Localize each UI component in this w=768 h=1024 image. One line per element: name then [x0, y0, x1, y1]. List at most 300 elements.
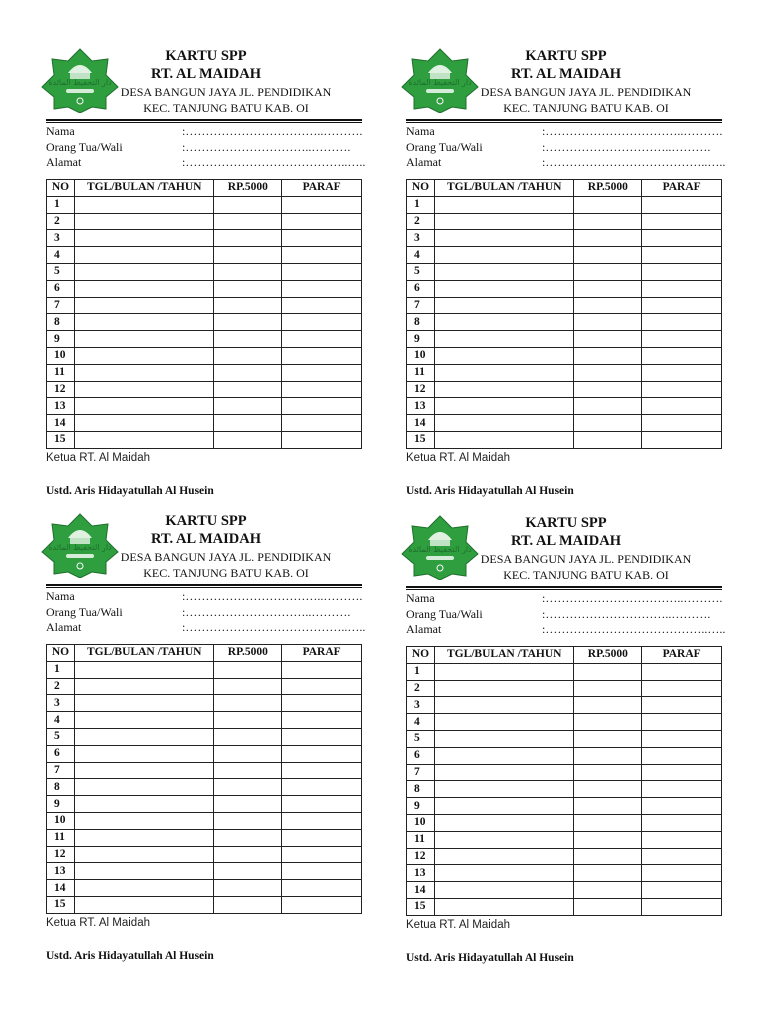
header-rule [46, 584, 362, 586]
row-number: 6 [47, 745, 75, 762]
field-label: Orang Tua/Wali [46, 139, 123, 154]
amount-cell [574, 798, 642, 815]
amount-cell [574, 814, 642, 831]
row-number: 7 [47, 762, 75, 779]
table-row [407, 230, 722, 247]
field-orang-tua [46, 140, 366, 156]
date-cell [74, 846, 214, 863]
table-row [407, 898, 722, 915]
payment-table [406, 646, 722, 916]
table-row [47, 280, 362, 297]
identity-fields [46, 124, 366, 171]
amount-cell [574, 280, 642, 297]
amount-cell [214, 762, 282, 779]
row-number: 15 [47, 896, 75, 913]
col-no: NO [407, 180, 435, 197]
identity-fields [406, 591, 726, 638]
row-number: 3 [47, 230, 75, 247]
table-row [407, 431, 722, 448]
date-cell [434, 814, 574, 831]
amount-cell [214, 213, 282, 230]
paraf-cell [282, 213, 362, 230]
paraf-cell [642, 314, 722, 331]
row-number: 4 [407, 714, 435, 731]
amount-cell [214, 398, 282, 415]
table-row [407, 680, 722, 697]
date-cell [74, 331, 214, 348]
date-cell [74, 745, 214, 762]
row-number: 13 [407, 398, 435, 415]
date-cell [434, 848, 574, 865]
date-cell [434, 714, 574, 731]
row-number: 5 [407, 730, 435, 747]
row-number: 12 [407, 381, 435, 398]
date-cell [74, 779, 214, 796]
paraf-cell [642, 431, 722, 448]
address-line-1: DESA BANGUN JAYA JL. PENDIDIKAN [480, 85, 692, 99]
table-row [47, 863, 362, 880]
amount-cell [574, 663, 642, 680]
col-paraf: PARAF [642, 180, 722, 197]
chair-label: Ketua RT. Al Maidah [46, 917, 150, 929]
table-row [47, 314, 362, 331]
card-subtitle: RT. AL MAIDAH [151, 66, 261, 82]
table-row [47, 431, 362, 448]
date-cell [434, 431, 574, 448]
col-amount: RP.5000 [574, 180, 642, 197]
paraf-cell [282, 728, 362, 745]
date-cell [434, 798, 574, 815]
header-rule-thin [406, 589, 722, 590]
paraf-cell [282, 661, 362, 678]
paraf-cell [282, 347, 362, 364]
amount-cell [214, 196, 282, 213]
field-blank: :……………………………..………. [542, 591, 723, 605]
field-label: Nama [46, 589, 75, 603]
date-cell [74, 381, 214, 398]
date-cell [74, 398, 214, 415]
row-number: 10 [407, 814, 435, 831]
paraf-cell [282, 812, 362, 829]
field-label: Alamat [406, 155, 442, 169]
field-blank: :…………………………………..….. [542, 155, 726, 169]
amount-cell [214, 314, 282, 331]
col-amount: RP.5000 [214, 180, 282, 197]
amount-cell [574, 247, 642, 264]
spp-card-2 [406, 47, 726, 517]
paraf-cell [642, 297, 722, 314]
spp-card-4 [406, 514, 726, 984]
paraf-cell [642, 848, 722, 865]
col-no: NO [47, 180, 75, 197]
card-title: KARTU SPP [525, 48, 607, 64]
row-number: 5 [407, 263, 435, 280]
date-cell [74, 728, 214, 745]
spp-card-3 [46, 512, 366, 982]
paraf-cell [282, 678, 362, 695]
row-number: 2 [407, 213, 435, 230]
date-cell [74, 297, 214, 314]
row-number: 14 [407, 882, 435, 899]
paraf-cell [282, 415, 362, 432]
amount-cell [214, 712, 282, 729]
date-cell [74, 812, 214, 829]
paraf-cell [642, 680, 722, 697]
amount-cell [574, 398, 642, 415]
header-rule-thin [406, 122, 722, 123]
amount-cell [574, 747, 642, 764]
amount-cell [574, 297, 642, 314]
col-date: TGL/BULAN /TAHUN [74, 645, 214, 662]
table-row [407, 297, 722, 314]
amount-cell [574, 882, 642, 899]
row-number: 1 [47, 661, 75, 678]
paraf-cell [282, 297, 362, 314]
table-row [407, 798, 722, 815]
field-label: Nama [46, 124, 75, 138]
identity-fields [406, 124, 726, 171]
paraf-cell [642, 865, 722, 882]
date-cell [434, 831, 574, 848]
table-row [47, 829, 362, 846]
row-number: 3 [47, 695, 75, 712]
chair-label: Ketua RT. Al Maidah [406, 452, 510, 464]
field-label: Orang Tua/Wali [406, 606, 483, 621]
date-cell [434, 247, 574, 264]
field-blank: :…………………………..………. [542, 139, 711, 154]
amount-cell [214, 678, 282, 695]
amount-cell [574, 331, 642, 348]
amount-cell [574, 714, 642, 731]
row-number: 11 [47, 829, 75, 846]
row-number: 7 [47, 297, 75, 314]
date-cell [434, 381, 574, 398]
table-row [407, 882, 722, 899]
col-date: TGL/BULAN /TAHUN [434, 180, 574, 197]
paraf-cell [642, 714, 722, 731]
amount-cell [574, 314, 642, 331]
date-cell [434, 347, 574, 364]
row-number: 13 [47, 398, 75, 415]
amount-cell [574, 431, 642, 448]
signatory-name: Ustd. Aris Hidayatullah Al Husein [406, 952, 574, 964]
paraf-cell [642, 781, 722, 798]
amount-cell [574, 364, 642, 381]
amount-cell [214, 381, 282, 398]
address-line-2: KEC. TANJUNG BATU KAB. OI [143, 101, 309, 115]
amount-cell [214, 846, 282, 863]
date-cell [74, 196, 214, 213]
logo-arabic-text: دار التحفيظ المائدة [48, 78, 112, 87]
table-row [47, 297, 362, 314]
table-row [407, 213, 722, 230]
row-number: 14 [47, 415, 75, 432]
paraf-cell [642, 798, 722, 815]
paraf-cell [642, 697, 722, 714]
field-alamat [406, 155, 726, 171]
table-row [47, 896, 362, 913]
payment-table [46, 179, 362, 449]
paraf-cell [282, 779, 362, 796]
chair-label: Ketua RT. Al Maidah [46, 452, 150, 464]
table-row [47, 745, 362, 762]
paraf-cell [642, 663, 722, 680]
table-row [407, 781, 722, 798]
amount-cell [214, 297, 282, 314]
field-label: Nama [406, 591, 435, 605]
paraf-cell [642, 230, 722, 247]
logo-arabic-text: دار التحفيظ المائدة [408, 78, 472, 87]
signatory-name: Ustd. Aris Hidayatullah Al Husein [46, 485, 214, 497]
amount-cell [214, 415, 282, 432]
field-alamat [406, 622, 726, 638]
amount-cell [574, 196, 642, 213]
amount-cell [214, 812, 282, 829]
date-cell [74, 762, 214, 779]
row-number: 11 [407, 364, 435, 381]
table-row [407, 764, 722, 781]
paraf-cell [642, 263, 722, 280]
amount-cell [214, 745, 282, 762]
col-date: TGL/BULAN /TAHUN [434, 647, 574, 664]
field-orang-tua [406, 607, 726, 623]
date-cell [434, 331, 574, 348]
date-cell [74, 280, 214, 297]
identity-fields [46, 589, 366, 636]
amount-cell [214, 728, 282, 745]
date-cell [74, 863, 214, 880]
field-label: Alamat [46, 620, 82, 634]
paraf-cell [642, 398, 722, 415]
table-row [47, 846, 362, 863]
table-row [47, 196, 362, 213]
table-row [407, 663, 722, 680]
amount-cell [574, 764, 642, 781]
table-row [407, 865, 722, 882]
row-number: 2 [47, 213, 75, 230]
header-rule-thin [46, 587, 362, 588]
field-nama [46, 589, 366, 605]
field-label: Nama [406, 124, 435, 138]
row-number: 4 [47, 247, 75, 264]
paraf-cell [642, 381, 722, 398]
address-line-2: KEC. TANJUNG BATU KAB. OI [503, 568, 669, 582]
header-rule [46, 119, 362, 121]
paraf-cell [282, 398, 362, 415]
table-row [47, 213, 362, 230]
date-cell [74, 230, 214, 247]
date-cell [74, 431, 214, 448]
paraf-cell [642, 331, 722, 348]
table-row [407, 697, 722, 714]
row-number: 12 [407, 848, 435, 865]
card-title: KARTU SPP [165, 513, 247, 529]
row-number: 12 [47, 381, 75, 398]
row-number: 6 [47, 280, 75, 297]
date-cell [434, 297, 574, 314]
row-number: 3 [407, 697, 435, 714]
table-row [47, 678, 362, 695]
paraf-cell [282, 796, 362, 813]
address-line-1: DESA BANGUN JAYA JL. PENDIDIKAN [480, 552, 692, 566]
paraf-cell [642, 415, 722, 432]
date-cell [434, 263, 574, 280]
field-orang-tua [46, 605, 366, 621]
table-row [407, 730, 722, 747]
table-row [407, 263, 722, 280]
paraf-cell [282, 247, 362, 264]
row-number: 2 [47, 678, 75, 695]
date-cell [434, 280, 574, 297]
paraf-cell [282, 230, 362, 247]
date-cell [74, 678, 214, 695]
field-blank: :……………………………..………. [182, 124, 363, 138]
amount-cell [574, 697, 642, 714]
date-cell [434, 415, 574, 432]
card-title: KARTU SPP [165, 48, 247, 64]
row-number: 9 [47, 331, 75, 348]
table-row [407, 247, 722, 264]
chair-label: Ketua RT. Al Maidah [406, 919, 510, 931]
address-line-1: DESA BANGUN JAYA JL. PENDIDIKAN [120, 85, 332, 99]
date-cell [434, 663, 574, 680]
table-row [47, 263, 362, 280]
table-row [47, 695, 362, 712]
date-cell [434, 230, 574, 247]
paraf-cell [282, 896, 362, 913]
amount-cell [214, 347, 282, 364]
field-blank: :……………………………..………. [542, 124, 723, 138]
row-number: 11 [407, 831, 435, 848]
field-alamat [46, 620, 366, 636]
row-number: 2 [407, 680, 435, 697]
table-header-row [407, 180, 722, 197]
amount-cell [214, 431, 282, 448]
field-blank: :…………………………..………. [182, 139, 351, 154]
table-row [47, 728, 362, 745]
col-paraf: PARAF [282, 180, 362, 197]
card-subtitle: RT. AL MAIDAH [511, 66, 621, 82]
header-rule-thin [46, 122, 362, 123]
field-orang-tua [406, 140, 726, 156]
amount-cell [214, 263, 282, 280]
header-rule [406, 586, 722, 588]
amount-cell [214, 695, 282, 712]
table-row [407, 747, 722, 764]
paraf-cell [282, 695, 362, 712]
row-number: 4 [407, 247, 435, 264]
amount-cell [574, 865, 642, 882]
table-row [407, 331, 722, 348]
date-cell [434, 898, 574, 915]
field-label: Orang Tua/Wali [406, 139, 483, 154]
date-cell [434, 882, 574, 899]
signatory-name: Ustd. Aris Hidayatullah Al Husein [46, 950, 214, 962]
row-number: 10 [47, 812, 75, 829]
table-row [407, 398, 722, 415]
amount-cell [214, 796, 282, 813]
table-row [407, 314, 722, 331]
amount-cell [214, 863, 282, 880]
paraf-cell [282, 762, 362, 779]
table-row [47, 230, 362, 247]
table-row [47, 347, 362, 364]
date-cell [434, 196, 574, 213]
amount-cell [574, 781, 642, 798]
table-row [47, 247, 362, 264]
col-no: NO [407, 647, 435, 664]
paraf-cell [282, 712, 362, 729]
table-row [47, 381, 362, 398]
amount-cell [574, 213, 642, 230]
row-number: 13 [47, 863, 75, 880]
field-label: Alamat [406, 622, 442, 636]
date-cell [434, 697, 574, 714]
paraf-cell [642, 247, 722, 264]
table-row [47, 398, 362, 415]
field-blank: :…………………………..………. [182, 604, 351, 619]
date-cell [434, 314, 574, 331]
amount-cell [214, 880, 282, 897]
table-row [47, 331, 362, 348]
row-number: 8 [47, 314, 75, 331]
amount-cell [214, 779, 282, 796]
row-number: 11 [47, 364, 75, 381]
row-number: 5 [47, 263, 75, 280]
col-date: TGL/BULAN /TAHUN [74, 180, 214, 197]
paraf-cell [642, 347, 722, 364]
row-number: 8 [47, 779, 75, 796]
field-blank: :…………………………………..….. [542, 622, 726, 636]
amount-cell [214, 230, 282, 247]
row-number: 9 [407, 331, 435, 348]
col-paraf: PARAF [642, 647, 722, 664]
amount-cell [214, 896, 282, 913]
date-cell [434, 213, 574, 230]
signatory-name: Ustd. Aris Hidayatullah Al Husein [406, 485, 574, 497]
row-number: 8 [407, 314, 435, 331]
row-number: 8 [407, 781, 435, 798]
paraf-cell [642, 730, 722, 747]
table-row [407, 381, 722, 398]
date-cell [74, 314, 214, 331]
row-number: 7 [407, 764, 435, 781]
date-cell [74, 829, 214, 846]
paraf-cell [642, 764, 722, 781]
paraf-cell [282, 364, 362, 381]
card-title: KARTU SPP [525, 515, 607, 531]
table-row [407, 347, 722, 364]
row-number: 9 [47, 796, 75, 813]
amount-cell [214, 331, 282, 348]
logo-arabic-text: دار التحفيظ المائدة [408, 545, 472, 554]
table-row [407, 415, 722, 432]
table-row [47, 880, 362, 897]
header-rule [406, 119, 722, 121]
paraf-cell [282, 431, 362, 448]
amount-cell [574, 730, 642, 747]
date-cell [74, 213, 214, 230]
amount-cell [574, 263, 642, 280]
payment-table [406, 179, 722, 449]
spp-card-1 [46, 47, 366, 517]
row-number: 14 [47, 880, 75, 897]
table-row [407, 364, 722, 381]
field-alamat [46, 155, 366, 171]
card-subtitle: RT. AL MAIDAH [151, 531, 261, 547]
field-label: Alamat [46, 155, 82, 169]
row-number: 4 [47, 712, 75, 729]
